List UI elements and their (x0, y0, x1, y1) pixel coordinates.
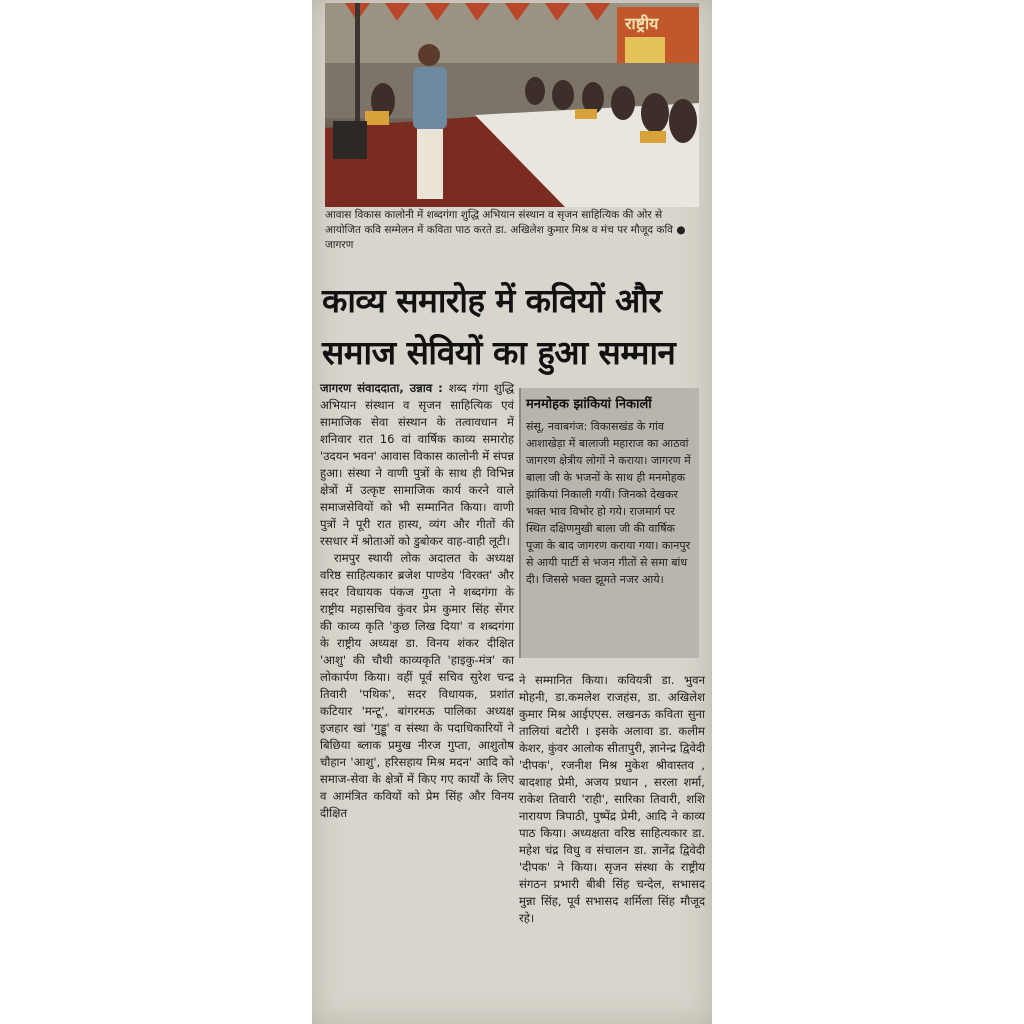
event-photo (325, 3, 699, 207)
article-paragraph-2: रामपुर स्थायी लोक अदालत के अध्यक्ष वरिष्ठ साहित्यकार ब्रजेश पाण्डेय 'विरक्त' और सदर विधायक पंकज गुप्ता ने शब्दगंगा के राष्ट्रीय महासचिव कुंवर प्रेम कुमार सिंह सेंगर की काव्य कृति 'कुछ लिख दिया' व शब्दगंगा के राष्ट्रीय अध्यक्ष डा. विनय शंकर दीक्षित 'आशु' की चौथी काव्यकृति 'हाइकु-मंत्र' का लोकार्पण किया। वहीं पूर्व सचिव सुरेश चन्द्र तिवारी 'पथिक', सदर विधायक, प्रशांत कटियार 'मन्टू', बांगरमऊ पालिका अध्यक्ष इजहार खां 'गुड्डू' व संस्था के पदाधिकारियों ने बिछिया ब्लाक प्रमुख नीरज गुप्ता, आशुतोष चौहान 'आशु', हरिसहाय मिश्र मदन' आदि को समाज-सेवा के क्षेत्रों में किए गए कार्यों के लिए व आमंत्रित कवियों को प्रेम सिंह और विनय दीक्षित (320, 551, 514, 820)
article-column-1 (320, 380, 514, 822)
headline (322, 275, 707, 379)
photo-caption: आवास विकास कालोनी में शब्दगंगा शुद्धि अभियान संस्थान व सृजन साहित्यिक की ओर से आयोजित कवि सम्मेलन में कविता पाठ करते डा. अखिलेश कुमार मिश्र व मंच पर मौजूद कवि ● जागरण (325, 209, 686, 251)
event-photo-illustration (325, 3, 699, 207)
byline: जागरण संवाददाता, उन्नाव : (320, 381, 449, 395)
newspaper-clipping (312, 0, 712, 1024)
sidebar-news-box (519, 388, 699, 658)
stage-banner-text: राष्ट्रीय (625, 14, 659, 33)
article-paragraph-1-text: शब्द गंगा शुद्धि अभियान संस्थान व सृजन साहित्यिक एवं सामाजिक सेवा संस्थान के तत्वावधान में शनिवार रात 16 वां वार्षिक काव्य समारोह 'उदयन भवन' आवास विकास कालोनी में संपन्न हुआ। संस्था ने वाणी पुत्रों के साथ ही विभिन्न क्षेत्रों में उत्कृष्ट सामाजिक कार्य करने वाले समाजसेवियों को भी सम्मानित किया। वाणी पुत्रों ने पूरी रात हास्य, व्यंग और गीतों की रसधार में श्रोताओं को डुबोकर वाह-वाही लूटी। (320, 381, 514, 548)
speaker-figure (413, 44, 447, 199)
sidebar-box-title: मनमोहक झांकियां निकालीं (526, 397, 652, 412)
article-column-2 (519, 672, 705, 927)
headline-line-2: समाज सेवियों का हुआ सम्मान (322, 333, 676, 372)
article-paragraph-1 (320, 380, 514, 550)
headline-line-1: काव्य समारोह में कवियों और (322, 281, 662, 320)
sidebar-box-body: संसू, नवाबगंज: विकासखंड के गांव आशाखेड़ा में बालाजी महाराज का आठवां जागरण क्षेत्रीय लोगों ने कराया। जागरण में बाला जी के भजनों के साथ ही मनमोहक झांकियां निकाली गयीं। जिनको देखकर भक्त भाव विभोर हो गये। राजमार्ग पर स्थित दक्षिणमुखी बाला जी की वार्षिक पूजा के बाद जागरण कराया गया। कानपुर से आयी पार्टी से भजन गीतों से समा बांध दी। जिससे भक्त झूमते नजर आये। (526, 420, 691, 586)
article-paragraph-3: ने सम्मानित किया। कवियत्री डा. भुवन मोहनी, डा.कमलेश राजहंस, डा. अखिलेश कुमार मिश्र आईएएस. लखनऊ कविता सुना तालियां बटोरी । इसके अलावा डा. कलीम केशर, कुंवर आलोक सीतापुरी, ज्ञानेन्द्र द्विवेदी 'दीपक', रजनीश मिश्र मुकेश श्रीवास्तव , बादशाह प्रेमी, अजय प्रधान , सरला शर्मा, राकेश तिवारी 'राही', सारिका तिवारी, शशि नारायण त्रिपाठी, पुष्पेंद्र प्रेमी, आदि ने काव्य पाठ किया। अध्यक्षता वरिष्ठ साहित्यकार डा. महेश चंद्र विधु व संचालन डा. ज्ञानेंद्र द्विवेदी 'दीपक' ने किया। सृजन संस्था के राष्ट्रीय संगठन प्रभारी बीबी सिंह चन्देल, सभासद मुन्ना सिंह, पूर्व सभासद शर्मिला सिंह मौजूद रहे। (519, 673, 705, 925)
